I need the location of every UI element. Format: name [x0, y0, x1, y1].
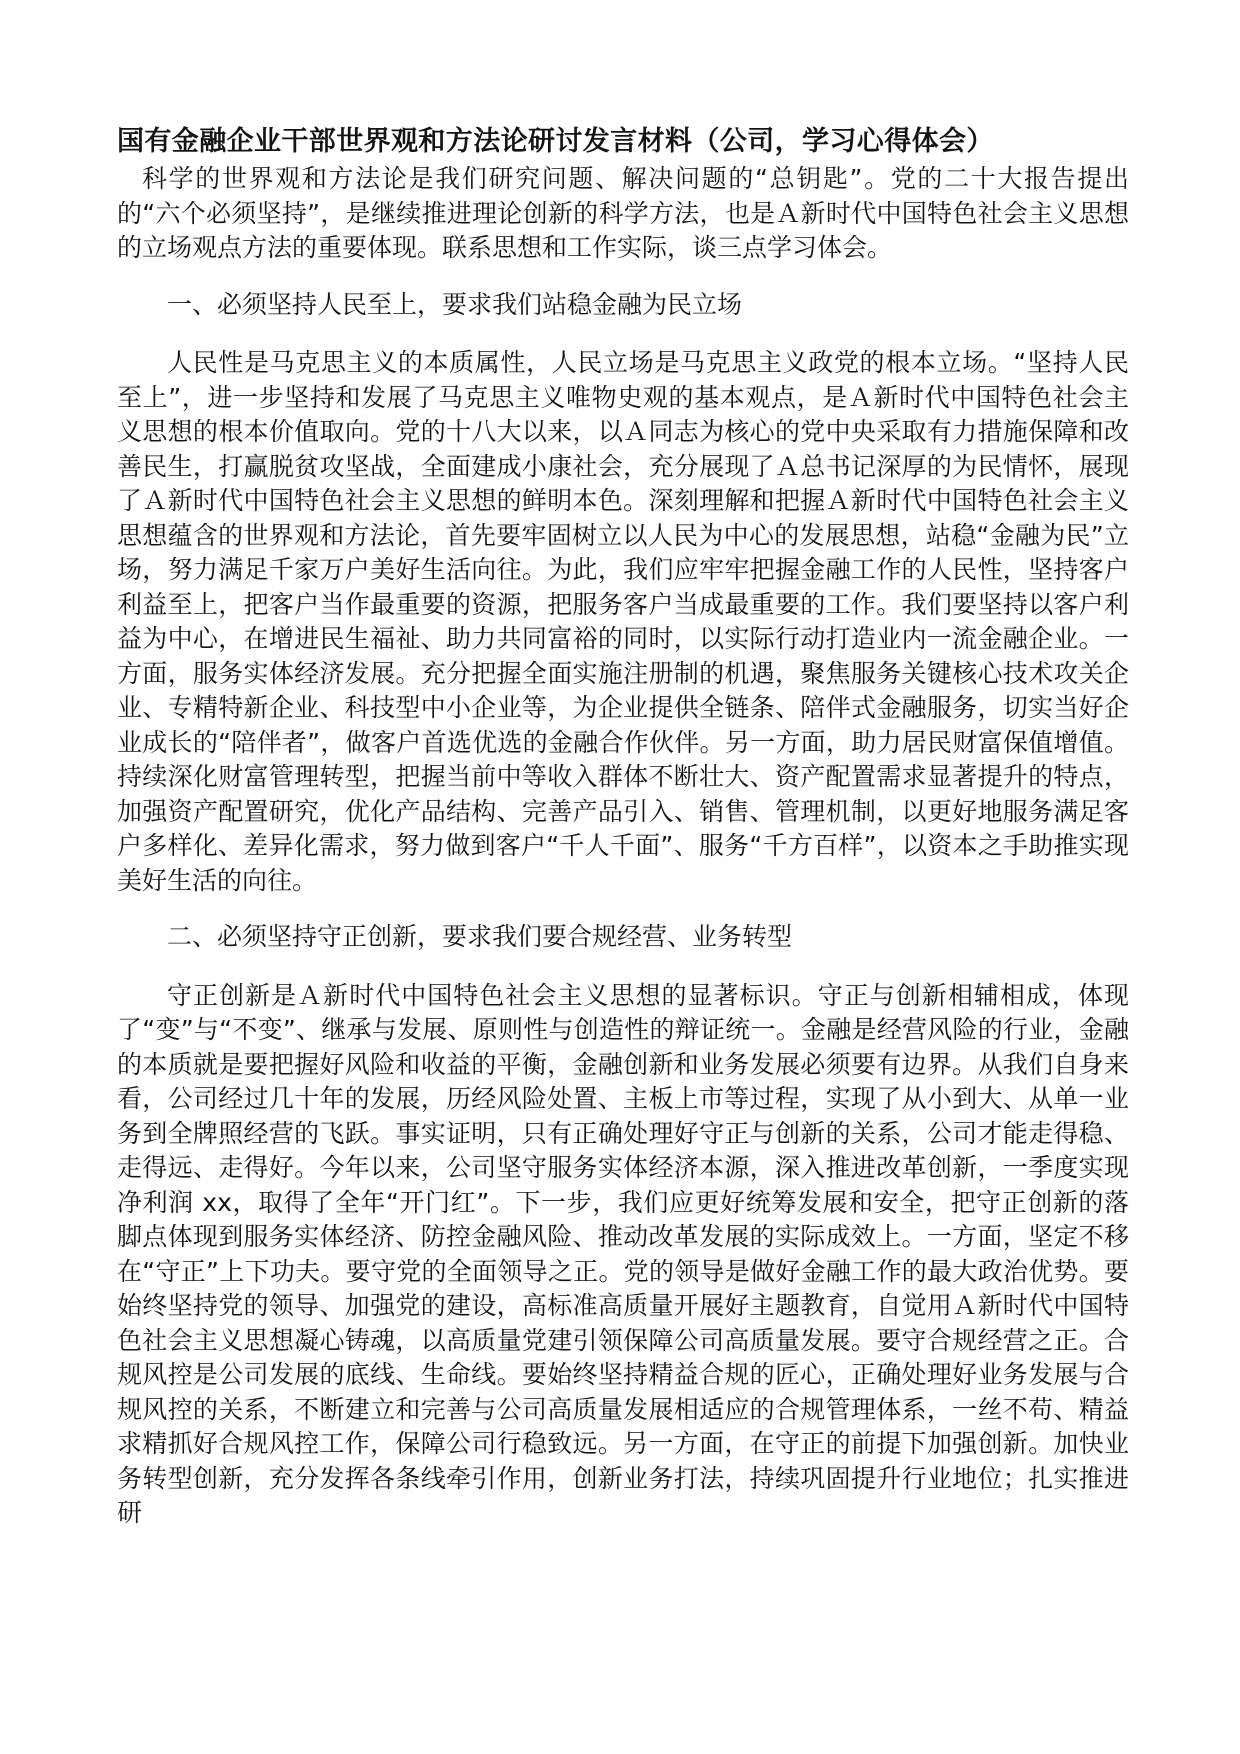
section-1-heading: 一、必须坚持人民至上，要求我们站稳金融为民立场: [167, 289, 743, 319]
section-2-body: 守正创新是Ａ新时代中国特色社会主义思想的显著标识。守正与创新相辅相成，体现了“变”与“不变”、继承与发展、原则性与创造性的辩证统一。金融是经营风险的行业，金融的本质就是要把握好风险和收益的平衡，金融创新和业务发展必须要有边界。从我们自身来看，公司经过几十年的发展，历经风险处置、主板上市等过程，实现了从小到大、从单一业务到全牌照经营的飞跃。事实证明，只有正确处理好守正与创新的关系，公司才能走得稳、走得远、走得好。今年以来，公司坚守服务实体经济本源，深入推进改革创新，一季度实现净利润 xx，取得了全年“开门红”。下一步，我们应更好统筹发展和安全，把守正创新的落脚点体现到服务实体经济、防控金融风险、推动改革发展的实际成效上。一方面，坚定不移在“守正”上下功夫。要守党的全面领导之正。党的领导是做好金融工作的最大政治优势。要始终坚持党的领导、加强党的建设，高标准高质量开展好主题教育，自觉用Ａ新时代中国特色社会主义思想凝心铸魂，以高质量党建引领保障公司高质量发展。要守合规经营之正。合规风控是公司发展的底线、生命线。要始终坚持精益合规的匠心，正确处理好业务发展与合规风控的关系，不断建立和完善与公司高质量发展相适应的合规管理体系，一丝不苟、精益求精抓好合规风控工作，保障公司行稳致远。另一方面，在守正的前提下加强创新。加快业务转型创新，充分发挥各条线牵引作用，创新业务打法，持续巩固提升行业地位；扎实推进研: [117, 980, 1129, 1527]
document-title: 国有金融企业干部世界观和方法论研讨发言材料（公司，学习心得体会）: [117, 126, 994, 157]
section-2-heading: 二、必须坚持守正创新，要求我们要合规经营、业务转型: [167, 922, 793, 951]
section-1-body: 人民性是马克思主义的本质属性，人民立场是马克思主义政党的根本立场。“坚持人民至上”，进一步坚持和发展了马克思主义唯物史观的基本观点，是Ａ新时代中国特色社会主义思想的根本价值取向。党的十八大以来，以Ａ同志为核心的党中央采取有力措施保障和改善民生，打赢脱贫攻坚战，全面建成小康社会，充分展现了Ａ总书记深厚的为民情怀，展现了Ａ新时代中国特色社会主义思想的鲜明本色。深刻理解和把握Ａ新时代中国特色社会主义思想蕴含的世界观和方法论，首先要牢固树立以人民为中心的发展思想，站稳“金融为民”立场，努力满足千家万户美好生活向往。为此，我们应牢牢把握金融工作的人民性，坚持客户利益至上，把客户当作最重要的资源，把服务客户当成最重要的工作。我们要坚持以客户利益为中心，在增进民生福祉、助力共同富裕的同时，以实际行动打造业内一流金融企业。一方面，服务实体经济发展。充分把握全面实施注册制的机遇，聚焦服务关键核心技术攻关企业、专精特新企业、科技型中小企业等，为企业提供全链条、陪伴式金融服务，切实当好企业成长的“陪伴者”，做客户首选优选的金融合作伙伴。另一方面，助力居民财富保值增值。持续深化财富管理转型，把握当前中等收入群体不断壮大、资产配置需求显著提升的特点，加强资产配置研究，优化产品结构、完善产品引入、销售、管理机制，以更好地服务满足客户多样化、差异化需求，努力做到客户“千人千面”、服务“千方百样”，以资本之手助推实现美好生活的向往。: [117, 348, 1129, 895]
document-page: [117, 122, 1129, 1531]
intro-paragraph: 科学的世界观和方法论是我们研究问题、解决问题的“总钥匙”。党的二十大报告提出的“六个必须坚持”，是继续推进理论创新的科学方法，也是Ａ新时代中国特色社会主义思想的立场观点方法的重要体现。联系思想和工作实际，谈三点学习体会。: [117, 164, 1129, 262]
